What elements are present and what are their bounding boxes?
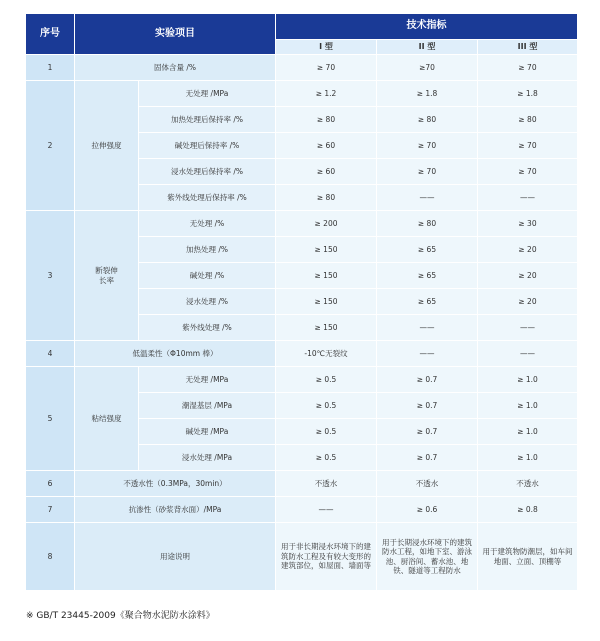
value-cell: ≥ 20 <box>478 289 578 315</box>
usage-cell: 用于长期浸水环境下的建筑防水工程，如地下室、游泳池、厨浴间、蓄水池、地铁、隧道等工程防水 <box>377 523 478 591</box>
value-cell: ≥ 150 <box>276 289 377 315</box>
row-item <box>75 211 139 341</box>
row-number: 7 <box>26 497 75 523</box>
value-cell: ≥ 80 <box>276 107 377 133</box>
value-cell: ≥ 30 <box>478 211 578 237</box>
value-cell: ≥ 0.5 <box>276 419 377 445</box>
value-cell: ≥ 0.8 <box>478 497 578 523</box>
header-no: 序号 <box>26 14 75 55</box>
value-cell: —— <box>276 497 377 523</box>
value-cell: ≥ 65 <box>377 289 478 315</box>
value-cell: ≥ 0.7 <box>377 393 478 419</box>
sub-item: 无处理 /MPa <box>139 81 276 107</box>
row-number: 4 <box>26 341 75 367</box>
value-cell: ≥ 70 <box>478 133 578 159</box>
value-cell: ≥ 150 <box>276 315 377 341</box>
row-item: 抗渗性（砂浆背水面）/MPa <box>75 497 276 523</box>
row-number: 6 <box>26 471 75 497</box>
value-cell: ≥ 0.5 <box>276 393 377 419</box>
usage-cell: 用于建筑物防潮层，如车间地面、立面、顶棚等 <box>478 523 578 591</box>
value-cell: ≥ 150 <box>276 237 377 263</box>
value-cell: ≥ 80 <box>276 185 377 211</box>
value-cell: 不透水 <box>276 471 377 497</box>
value-cell: ≥ 0.5 <box>276 445 377 471</box>
footnote: ※ GB/T 23445-2009《聚合物水泥防水涂料》 <box>26 611 215 621</box>
value-cell: ≥ 65 <box>377 263 478 289</box>
value-cell: ≥ 65 <box>377 237 478 263</box>
sub-item: 碱处理后保持率 /% <box>139 133 276 159</box>
row-item-text: 断裂伸长率 <box>95 266 118 285</box>
sub-item: 加热处理 /% <box>139 237 276 263</box>
value-cell: ≥ 200 <box>276 211 377 237</box>
value-cell: —— <box>377 341 478 367</box>
value-cell: —— <box>478 341 578 367</box>
sub-item: 无处理 /MPa <box>139 367 276 393</box>
row-number: 1 <box>26 55 75 81</box>
row-item: 低温柔性（Φ10mm 棒） <box>75 341 276 367</box>
value-cell: ≥ 1.0 <box>478 419 578 445</box>
row-item: 固体含量 /% <box>75 55 276 81</box>
row-item: 拉伸强度 <box>75 81 139 211</box>
spec-table <box>25 13 578 591</box>
row-item: 用途说明 <box>75 523 276 591</box>
table-row <box>26 497 578 523</box>
sub-item: 加热处理后保持率 /% <box>139 107 276 133</box>
value-cell: ≥ 1.0 <box>478 393 578 419</box>
value-cell: ≥ 0.7 <box>377 445 478 471</box>
table-row <box>26 523 578 591</box>
sub-item: 紫外线处理 /% <box>139 315 276 341</box>
value-cell: ≥70 <box>377 55 478 81</box>
row-number: 8 <box>26 523 75 591</box>
value-cell: ≥ 70 <box>276 55 377 81</box>
value-cell: ≥ 80 <box>478 107 578 133</box>
header-type-2: II 型 <box>377 40 478 55</box>
value-cell: ≥ 0.7 <box>377 419 478 445</box>
sub-item: 紫外线处理后保持率 /% <box>139 185 276 211</box>
table-row <box>26 55 578 81</box>
row-item: 不透水性（0.3MPa，30min） <box>75 471 276 497</box>
header-row <box>26 14 578 40</box>
value-cell: ≥ 1.8 <box>478 81 578 107</box>
header-spec: 技术指标 <box>276 14 578 40</box>
value-cell: —— <box>478 185 578 211</box>
value-cell: ≥ 0.7 <box>377 367 478 393</box>
row-item: 粘结强度 <box>75 367 139 471</box>
value-cell: ≥ 70 <box>377 133 478 159</box>
value-cell: ≥ 80 <box>377 211 478 237</box>
value-cell: ≥ 70 <box>377 159 478 185</box>
value-cell: ≥ 70 <box>478 159 578 185</box>
value-cell: ≥ 1.0 <box>478 367 578 393</box>
sub-item: 浸水处理 /MPa <box>139 445 276 471</box>
value-cell: ≥ 0.5 <box>276 367 377 393</box>
sub-item: 潮湿基层 /MPa <box>139 393 276 419</box>
value-cell: ≥ 150 <box>276 263 377 289</box>
value-cell: ≥ 20 <box>478 263 578 289</box>
value-cell: 不透水 <box>377 471 478 497</box>
value-cell: ≥ 80 <box>377 107 478 133</box>
row-number: 3 <box>26 211 75 341</box>
sub-item: 无处理 /% <box>139 211 276 237</box>
table-row <box>26 81 578 107</box>
value-cell: ≥ 1.2 <box>276 81 377 107</box>
sub-item: 碱处理 /MPa <box>139 419 276 445</box>
value-cell: ≥ 0.6 <box>377 497 478 523</box>
value-cell: —— <box>377 315 478 341</box>
table-row <box>26 471 578 497</box>
value-cell: ≥ 1.0 <box>478 445 578 471</box>
value-cell: —— <box>377 185 478 211</box>
row-number: 2 <box>26 81 75 211</box>
value-cell: -10℃无裂纹 <box>276 341 377 367</box>
usage-cell: 用于非长期浸水环境下的建筑防水工程及有较大变形的建筑部位，如屋面、墙面等 <box>276 523 377 591</box>
table-row <box>26 367 578 393</box>
header-item: 实验项目 <box>75 14 276 55</box>
value-cell: —— <box>478 315 578 341</box>
value-cell: ≥ 60 <box>276 133 377 159</box>
sub-item: 浸水处理 /% <box>139 289 276 315</box>
value-cell: ≥ 20 <box>478 237 578 263</box>
row-number: 5 <box>26 367 75 471</box>
value-cell: ≥ 70 <box>478 55 578 81</box>
table-row <box>26 341 578 367</box>
table-row <box>26 211 578 237</box>
sub-item: 浸水处理后保持率 /% <box>139 159 276 185</box>
sub-item: 碱处理 /% <box>139 263 276 289</box>
value-cell: 不透水 <box>478 471 578 497</box>
value-cell: ≥ 1.8 <box>377 81 478 107</box>
header-type-3: III 型 <box>478 40 578 55</box>
header-type-1: I 型 <box>276 40 377 55</box>
value-cell: ≥ 60 <box>276 159 377 185</box>
